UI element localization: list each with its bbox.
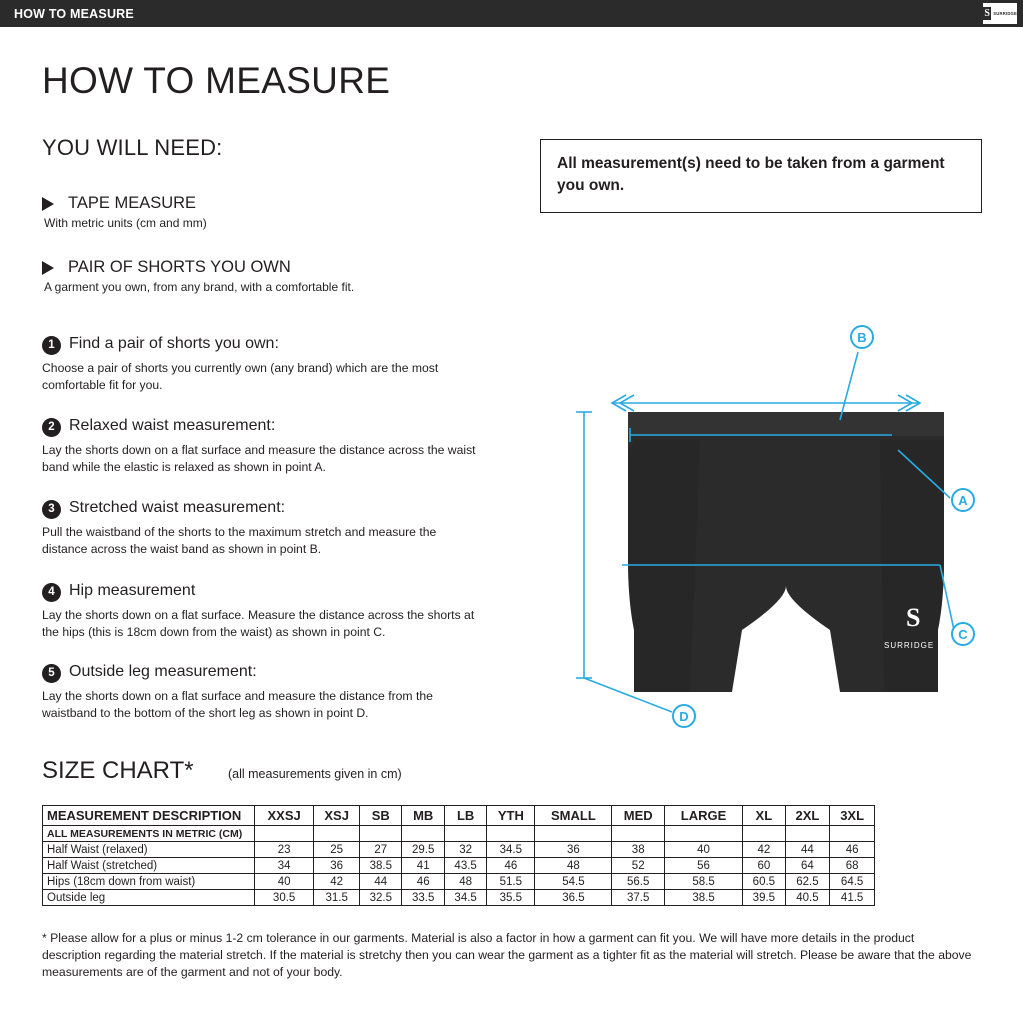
col-sb: SB — [360, 806, 402, 826]
step-title: Stretched waist measurement: — [69, 499, 286, 516]
surridge-logo — [983, 3, 1017, 24]
cell: 51.5 — [487, 874, 535, 890]
cell: 37.5 — [612, 890, 664, 906]
need-item-title: TAPE MEASURE — [68, 194, 197, 212]
cell: 38 — [612, 842, 664, 858]
cell: 25 — [314, 842, 360, 858]
step-body: Lay the shorts down on a flat surface and measure the distance across the waist band while the elastic is relaxed as shown in point A. — [42, 443, 476, 474]
col-large: LARGE — [664, 806, 742, 826]
cell: 56.5 — [612, 874, 664, 890]
cell: 62.5 — [785, 874, 830, 890]
step-number: 5 — [42, 664, 61, 683]
cell: 34 — [255, 858, 314, 874]
row-label: Half Waist (stretched) — [43, 858, 255, 874]
cell: 42 — [314, 874, 360, 890]
table-row — [43, 890, 875, 906]
step-number: 3 — [42, 500, 61, 519]
metric-note-cell: ALL MEASUREMENTS IN METRIC (CM) — [43, 826, 255, 842]
top-bar-title: HOW TO MEASURE — [14, 7, 134, 21]
triangle-bullet-icon — [42, 197, 54, 211]
cell: 29.5 — [402, 842, 444, 858]
cell: 35.5 — [487, 890, 535, 906]
cell: 44 — [785, 842, 830, 858]
cell: 60 — [743, 858, 785, 874]
cell: 43.5 — [444, 858, 486, 874]
col-xxsj: XXSJ — [255, 806, 314, 826]
cell: 64 — [785, 858, 830, 874]
table-row — [43, 858, 875, 874]
table-header-row — [43, 806, 875, 826]
size-chart-note: (all measurements given in cm) — [228, 767, 402, 781]
step-body: Lay the shorts down on a flat surface. Measure the distance across the shorts at the hips (this is 18cm down from the waist) as shown in point C. — [42, 608, 475, 639]
callout-text: All measurement(s) need to be taken from a garment you own. — [557, 155, 945, 194]
cell: 34.5 — [444, 890, 486, 906]
logo-mark: S — [984, 8, 990, 19]
cell: 52 — [612, 858, 664, 874]
cell: 46 — [830, 842, 875, 858]
col-xsj: XSJ — [314, 806, 360, 826]
row-label: Outside leg — [43, 890, 255, 906]
cell: 34.5 — [487, 842, 535, 858]
table-row-metric-note — [43, 826, 875, 842]
cell: 54.5 — [535, 874, 612, 890]
diagram-marker-a: A — [951, 488, 975, 512]
top-bar — [0, 0, 1023, 27]
col-xl: XL — [743, 806, 785, 826]
col-measurement-description: MEASUREMENT DESCRIPTION — [43, 806, 255, 826]
cell: 41.5 — [830, 890, 875, 906]
row-label: Half Waist (relaxed) — [43, 842, 255, 858]
cell: 36 — [314, 858, 360, 874]
diagram-marker-d: D — [672, 704, 696, 728]
diagram-brand-mark: S — [906, 603, 921, 632]
cell: 40.5 — [785, 890, 830, 906]
cell: 48 — [535, 858, 612, 874]
step-title: Hip measurement — [69, 582, 196, 599]
cell: 30.5 — [255, 890, 314, 906]
cell: 58.5 — [664, 874, 742, 890]
cell: 68 — [830, 858, 875, 874]
size-chart-title: SIZE CHART* — [42, 757, 194, 784]
logo-text: SURRIDGE — [993, 11, 1017, 16]
cell: 40 — [255, 874, 314, 890]
cell: 64.5 — [830, 874, 875, 890]
shorts-diagram — [540, 300, 1010, 750]
cell: 42 — [743, 842, 785, 858]
cell: 40 — [664, 842, 742, 858]
need-item-subtitle: With metric units (cm and mm) — [44, 216, 207, 230]
shorts-illustration — [628, 412, 944, 692]
step-title: Outside leg measurement: — [69, 663, 257, 680]
cell: 44 — [360, 874, 402, 890]
cell: 46 — [487, 858, 535, 874]
table-row — [43, 842, 875, 858]
row-label: Hips (18cm down from waist) — [43, 874, 255, 890]
step-number: 1 — [42, 336, 61, 355]
cell: 36 — [535, 842, 612, 858]
cell: 36.5 — [535, 890, 612, 906]
step-body: Choose a pair of shorts you currently own (any brand) which are the most comfortable fit for you. — [42, 361, 439, 392]
step-body: Lay the shorts down on a flat surface and measure the distance from the waistband to the bottom of the short leg as shown in point D. — [42, 689, 433, 720]
diagram-marker-b: B — [850, 325, 874, 349]
col-mb: MB — [402, 806, 444, 826]
cell: 46 — [402, 874, 444, 890]
cell: 38.5 — [664, 890, 742, 906]
page-title: HOW TO MEASURE — [42, 60, 391, 101]
need-item-title: PAIR OF SHORTS YOU OWN — [68, 258, 291, 276]
col-lb: LB — [444, 806, 486, 826]
cell: 27 — [360, 842, 402, 858]
need-item-tape-measure — [42, 194, 462, 234]
diagram-marker-c: C — [951, 622, 975, 646]
col-small: SMALL — [535, 806, 612, 826]
cell: 32 — [444, 842, 486, 858]
col-med: MED — [612, 806, 664, 826]
cell: 48 — [444, 874, 486, 890]
diagram-brand-text: SURRIDGE — [884, 641, 935, 650]
col-2xl: 2XL — [785, 806, 830, 826]
cell: 23 — [255, 842, 314, 858]
cell: 60.5 — [743, 874, 785, 890]
shorts-diagram-svg — [540, 300, 1010, 750]
you-will-need-heading: YOU WILL NEED: — [42, 135, 223, 160]
step-title: Relaxed waist measurement: — [69, 417, 276, 434]
cell: 31.5 — [314, 890, 360, 906]
cell: 38.5 — [360, 858, 402, 874]
step-title: Find a pair of shorts you own: — [69, 335, 279, 352]
col-yth: YTH — [487, 806, 535, 826]
need-item-subtitle: A garment you own, from any brand, with a comfortable fit. — [44, 280, 355, 294]
col-3xl: 3XL — [830, 806, 875, 826]
cell: 32.5 — [360, 890, 402, 906]
cell: 33.5 — [402, 890, 444, 906]
cell: 39.5 — [743, 890, 785, 906]
triangle-bullet-icon — [42, 261, 54, 275]
step-body: Pull the waistband of the shorts to the maximum stretch and measure the distance across the waist band as shown in point B. — [42, 525, 437, 556]
table-row — [43, 874, 875, 890]
size-chart-table — [42, 805, 875, 906]
step-number: 2 — [42, 418, 61, 437]
cell: 41 — [402, 858, 444, 874]
measurement-callout-box — [540, 139, 982, 213]
need-item-shorts — [42, 258, 462, 298]
size-chart-footnote: * Please allow for a plus or minus 1-2 cm tolerance in our garments. Material is also a factor in how a garment can fit you. We will have more details in the product description regarding the material stretch. If the material is stretchy then you can wear the garment as a tighter fit as the material will stretch. Please be aware that the above measurements are of the garment and not of your body. — [42, 931, 972, 979]
step-number: 4 — [42, 583, 61, 602]
cell: 56 — [664, 858, 742, 874]
